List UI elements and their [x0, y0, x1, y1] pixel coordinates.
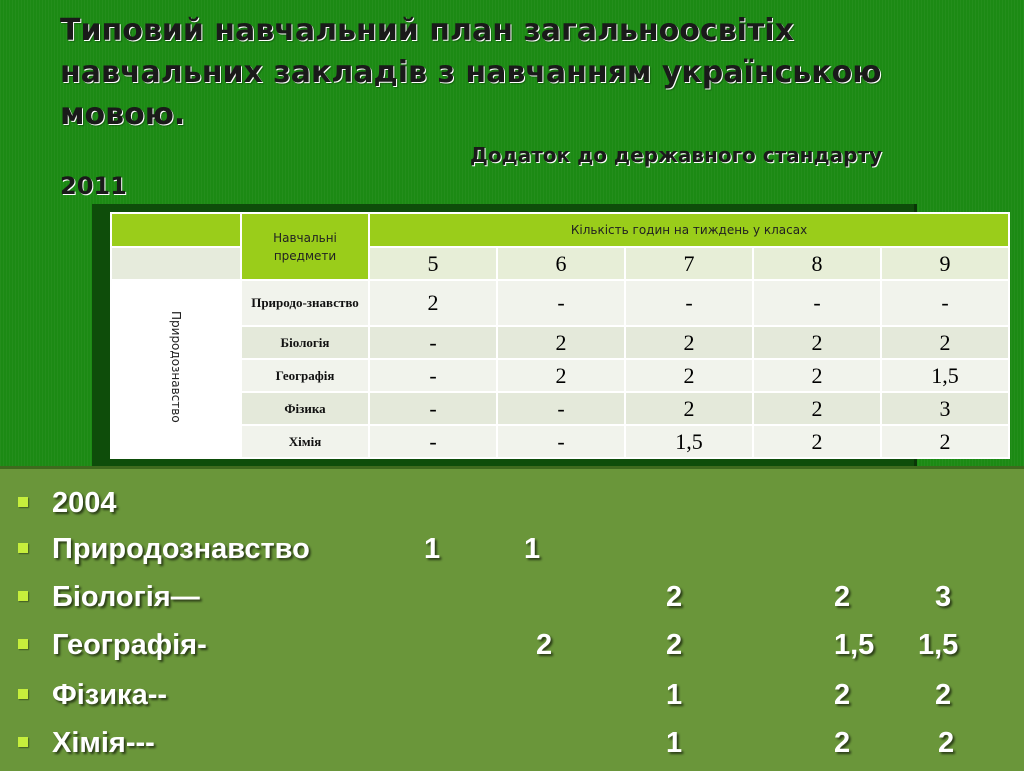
slide-year: 2011 — [60, 172, 127, 200]
bullet-value: 1 — [424, 533, 441, 565]
value-cell: 2 — [881, 326, 1009, 359]
bullet-row — [0, 481, 1024, 525]
value-cell: 2 — [881, 425, 1009, 458]
value-cell: - — [753, 280, 881, 326]
bullet-label: 2004 — [52, 487, 117, 519]
bullet-label: Природознавство — [52, 533, 310, 565]
slide-subtitle: Додаток до державного стандарту — [470, 143, 883, 167]
bullet-value: 2 — [666, 581, 683, 613]
slide-title: Типовий навчальний план загальноосвітіх навчальних закладів з навчанням українською мовою. — [60, 13, 882, 132]
bullet-label: Географія- — [52, 629, 207, 661]
bullet-square-icon — [18, 591, 28, 601]
grade-cell: 6 — [497, 247, 625, 280]
bullet-value: 1 — [666, 727, 683, 759]
value-cell: 1,5 — [881, 359, 1009, 392]
bullet-value: 1,5 — [918, 629, 959, 661]
table-row — [111, 359, 1009, 392]
bullet-label: Хімія--- — [52, 727, 155, 759]
bullet-value: 3 — [935, 581, 952, 613]
bullet-row — [0, 527, 1024, 571]
value-cell: 2 — [625, 359, 753, 392]
bullet-value: 2 — [935, 679, 952, 711]
table-row — [111, 326, 1009, 359]
grade-cell: 8 — [753, 247, 881, 280]
bullet-value: 2 — [666, 629, 683, 661]
value-cell: 2 — [753, 359, 881, 392]
value-cell: - — [625, 280, 753, 326]
value-cell: 1,5 — [625, 425, 753, 458]
bullet-value: 2 — [536, 629, 553, 661]
bullet-value: 2 — [834, 727, 851, 759]
value-cell: - — [369, 326, 497, 359]
bullet-value: 1 — [524, 533, 541, 565]
hours-header — [369, 213, 1009, 247]
value-cell: 2 — [625, 392, 753, 425]
subject-cell: Хімія — [241, 425, 369, 458]
value-cell: - — [497, 425, 625, 458]
bullet-value: 2 — [938, 727, 955, 759]
bullet-square-icon — [18, 737, 28, 747]
group-label-cell — [111, 280, 241, 458]
value-cell: - — [497, 280, 625, 326]
table-row — [111, 392, 1009, 425]
value-cell: - — [369, 359, 497, 392]
value-cell: 3 — [881, 392, 1009, 425]
value-cell: 2 — [497, 359, 625, 392]
table-row — [111, 280, 1009, 326]
grade-cell: 5 — [369, 247, 497, 280]
value-cell: 2 — [625, 326, 753, 359]
subject-cell: Природо-знавство — [241, 280, 369, 326]
bullet-square-icon — [18, 497, 28, 507]
value-cell: 2 — [753, 326, 881, 359]
bullet-square-icon — [18, 689, 28, 699]
bullet-row — [0, 575, 1024, 619]
subjects-header-label: Навчальні предмети — [273, 230, 337, 263]
bullet-panel — [0, 466, 1024, 771]
bullet-value: 2 — [834, 581, 851, 613]
subject-cell: Географія — [241, 359, 369, 392]
bullet-row — [0, 673, 1024, 717]
table-row — [111, 425, 1009, 458]
bullet-row — [0, 623, 1024, 667]
grade-cell: 7 — [625, 247, 753, 280]
value-cell: 2 — [369, 280, 497, 326]
subject-cell: Біологія — [241, 326, 369, 359]
subject-cell: Фізика — [241, 392, 369, 425]
bullet-value: 2 — [834, 679, 851, 711]
hours-header-label: Кількість годин на тиждень у класах — [570, 223, 808, 237]
bullet-value: 1,5 — [834, 629, 875, 661]
bullet-label: Біологія— — [52, 581, 200, 613]
value-cell: 2 — [753, 425, 881, 458]
value-cell: 2 — [497, 326, 625, 359]
bullet-label: Фізика-- — [52, 679, 168, 711]
value-cell: - — [881, 280, 1009, 326]
value-cell: - — [369, 392, 497, 425]
curriculum-table — [110, 212, 1010, 459]
grade-cell: 9 — [881, 247, 1009, 280]
header-corner — [111, 213, 241, 247]
value-cell: - — [369, 425, 497, 458]
bullet-square-icon — [18, 543, 28, 553]
value-cell: - — [497, 392, 625, 425]
bullet-value: 1 — [666, 679, 683, 711]
subjects-header — [241, 213, 369, 280]
bullet-row — [0, 721, 1024, 765]
group-label: Природознавство — [169, 311, 183, 423]
bullet-square-icon — [18, 639, 28, 649]
value-cell: 2 — [753, 392, 881, 425]
grade-corner — [111, 247, 241, 280]
